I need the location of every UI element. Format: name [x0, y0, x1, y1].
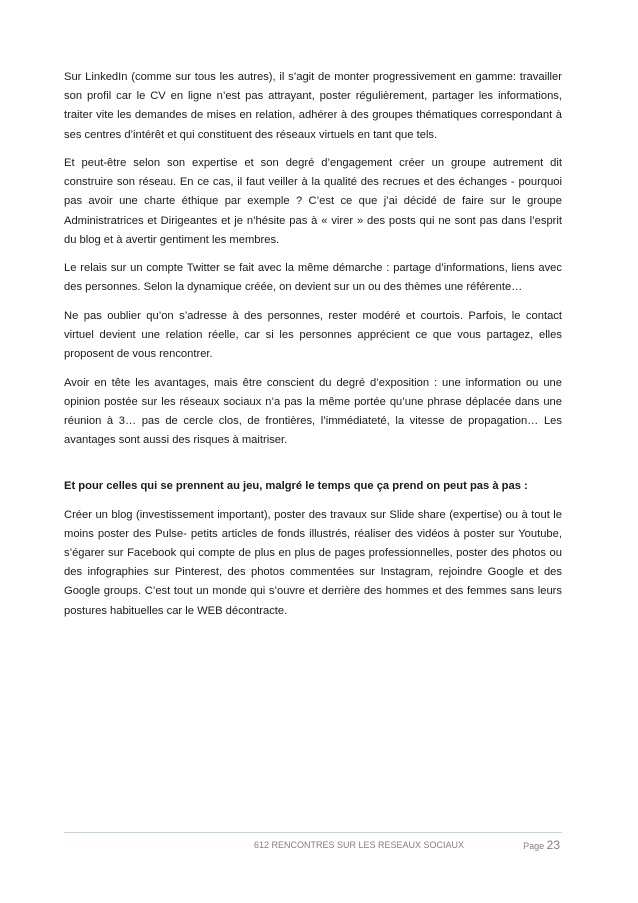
paragraph-platforms: Créer un blog (investissement important), poster des travaux sur Slide share (expertise) ou à tout le moins poster des Pulse- petits articles de fonds illustrés, réaliser des vidéos à poster sur Youtube, s’égarer sur Facebook qui compte de plus en plus de pages professionnelles, poster des photos ou des infographies sur Pinterest, des photos commentées sur Instagram, rejoindre Google et des Google groups. C’est tout un monde qui s’ouvre et derrière des hommes et des femmes sans leurs postures habituelles car le WEB décontracte.	[64, 508, 562, 617]
page-number: 23	[546, 838, 560, 852]
paragraph-create-group: Et peut-être selon son expertise et son degré d’engagement créer un groupe autrement dit construire son réseau. En ce cas, il faut veiller à la qualité des recrues et des échanges - pourquoi pas avoir une charte éthique par exemple ? C’est ce que j’ai décidé de faire sur le groupe Administratrices et Dirigeantes et je n’hésite pas à « virer » des posts qui ne sont pas dans l’esprit du blog et à avertir gentiment les membres.	[64, 157, 562, 246]
body-text	[64, 68, 562, 630]
paragraph-courtesy: Ne pas oublier qu’on s’adresse à des personnes, rester modéré et courtois. Parfois, le contact virtuel devient une relation réelle, car si les personnes apprécient ce que vous partagez, elles proposent de vous rencontrer.	[64, 309, 562, 361]
paragraph-twitter: Le relais sur un compte Twitter se fait avec la même démarche : partage d’informations, liens avec des personnes. Selon la dynamique créée, on devient sur un ou des thèmes une référente…	[64, 262, 562, 294]
paragraph-linkedin: Sur LinkedIn (comme sur tous les autres), il s’agit de monter progressivement en gamme: travailler son profil car le CV en ligne n’est pas attrayant, poster régulièrement, partager les informations, traiter vite les demandes de mises en relation, adhérer à des groupes thématiques correspondant à ses centres d’intérêt et qui constituent des réseaux virtuels en tant que tels.	[64, 71, 562, 141]
paragraph-exposure: Avoir en tête les avantages, mais être conscient du degré d’exposition : une information ou une opinion postée sur les réseaux sociaux n’a pas la même portée qu’une phrase déplacée dans une réunion à 3… pas de cercle clos, de frontières, l’immédiateté, la vitesse de propagation… Les avantages sont aussi des risques à maitriser.	[64, 376, 562, 447]
footer-title: 612 RENCONTRES SUR LES RESEAUX SOCIAUX	[254, 840, 465, 850]
page-label: Page	[523, 841, 545, 851]
page-number-label	[523, 837, 560, 854]
page-footer	[64, 838, 562, 854]
footer-divider	[64, 832, 562, 833]
section-heading: Et pour celles qui se prennent au jeu, malgré le temps que ça prend on peut pas à pas :	[64, 480, 528, 493]
